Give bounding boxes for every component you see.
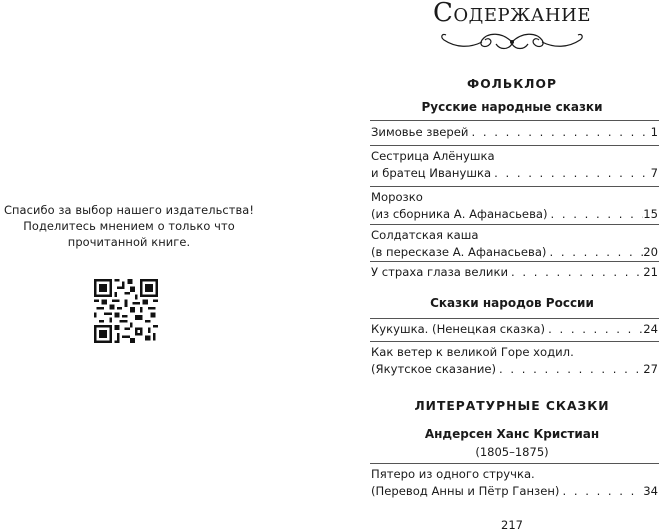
author-dates: (1805–1875): [475, 445, 549, 459]
folklore-heading: ФОЛЬКЛОР: [467, 77, 557, 91]
entry-title-line-1: Солдатская каша: [371, 228, 479, 242]
entry-page: 20: [643, 245, 658, 259]
entry-page: 24: [643, 322, 658, 336]
entry-title-line-1: Пятеро из одного стручка.: [371, 467, 535, 481]
leader-dots: [548, 206, 644, 223]
entry-page: 27: [643, 362, 658, 376]
divider: [370, 145, 659, 146]
entry-page: 21: [643, 265, 658, 279]
entry-title-line-1: Сестрица Алёнушка: [371, 149, 495, 163]
publisher-thanks-note: [0, 202, 258, 250]
entry-title-line-1: Морозко: [371, 190, 423, 204]
divider: [370, 261, 659, 262]
note-line-1: Спасибо за выбор нашего издательства!: [3, 203, 255, 217]
flourish-ornament-icon: [436, 30, 588, 54]
leader-dots: [508, 264, 643, 281]
entry-title: Кукушка. (Ненецкая сказка): [371, 322, 546, 336]
leader-dots: [559, 483, 643, 500]
divider: [370, 186, 659, 187]
divider: [370, 341, 659, 342]
toc-entry[interactable]: [371, 148, 658, 182]
russian-tales-heading: Русские народные сказки: [421, 100, 603, 114]
leader-dots: [496, 361, 643, 378]
literary-tales-heading: ЛИТЕРАТУРНЫЕ СКАЗКИ: [414, 399, 610, 413]
divider: [370, 318, 659, 319]
toc-entry[interactable]: [371, 189, 658, 223]
entry-title: Зимовье зверей: [371, 125, 469, 139]
divider: [370, 224, 659, 225]
toc-entry[interactable]: [371, 466, 658, 500]
page-title: Содержание: [433, 0, 591, 28]
entry-title: (Перевод Анны и Пётр Ганзен): [371, 484, 560, 498]
entry-title: У страха глаза велики: [371, 265, 509, 279]
divider: [370, 463, 659, 464]
leader-dots: [491, 165, 651, 182]
divider: [370, 120, 659, 121]
toc-entry[interactable]: [371, 321, 658, 338]
toc-entry[interactable]: [371, 124, 658, 141]
entry-title-line-1: Как ветер к великой Горе ходил.: [371, 345, 574, 359]
entry-page: 15: [643, 207, 658, 221]
entry-title: и братец Иванушка: [371, 166, 492, 180]
note-line-3: прочитанной книге.: [67, 235, 191, 249]
entry-page: 34: [643, 484, 658, 498]
note-line-2: Поделитесь мнением о только что: [23, 219, 235, 233]
toc-entry[interactable]: [371, 344, 658, 378]
toc-entry[interactable]: [371, 227, 658, 261]
leader-dots: [545, 321, 643, 338]
entry-page: 1: [650, 125, 658, 139]
entry-title: (из сборника А. Афанасьева): [371, 207, 548, 221]
entry-page: 7: [650, 166, 658, 180]
leader-dots: [546, 244, 643, 261]
page-number: 217: [501, 518, 523, 532]
qr-code-icon[interactable]: [94, 279, 158, 343]
entry-title: (Якутское сказание): [371, 362, 497, 376]
entry-title: (в пересказе А. Афанасьева): [371, 245, 547, 259]
leader-dots: [468, 124, 650, 141]
toc-entry[interactable]: [371, 264, 658, 281]
peoples-tales-heading: Сказки народов России: [430, 296, 594, 310]
author-name: Андерсен Ханс Кристиан: [424, 427, 600, 441]
